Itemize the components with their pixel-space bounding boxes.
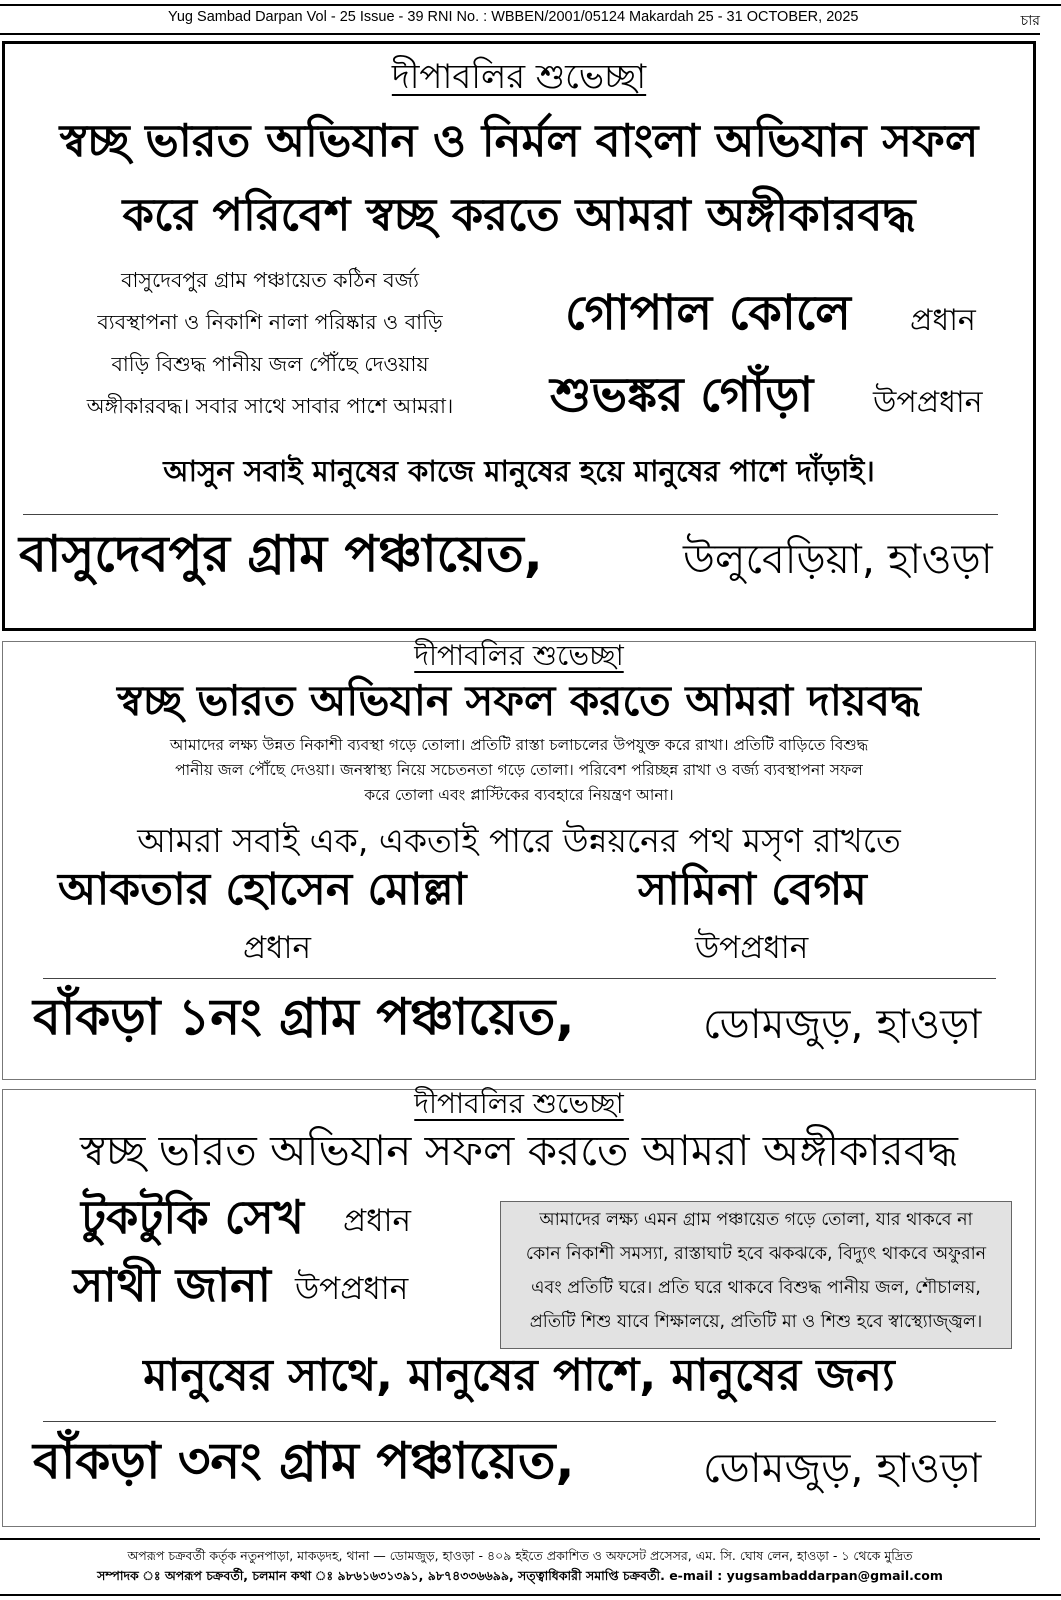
- ad2-body-line: আমাদের লক্ষ্য উন্নত নিকাশী ব্যবস্থা গড়ে তোলা। প্রতিটি রাস্তা চলাচলের উপযুক্ত করে রাখা। প্রতিটি বাড়িতে বিশুদ্ধ: [169, 736, 869, 754]
- ad1-slogan: আসুন সবাই মানুষের কাজে মানুষের হয়ে মানুষের পাশে দাঁড়াই।: [163, 454, 875, 488]
- ad3-panchayat-name: বাঁকড়া ৩নং গ্রাম পঞ্চায়েত,: [33, 1432, 575, 1490]
- ad1-headline-1: স্বচ্ছ ভারত অভিযান ও নির্মল বাংলা অভিযান সফল: [59, 114, 979, 167]
- ad1-panchayat-name: বাসুদেবপুর গ্রাম পঞ্চায়েত,: [19, 525, 543, 583]
- ad1-divider: [23, 514, 998, 515]
- ad2-pradhan-name: আকতার হোসেন মোল্লা: [58, 864, 467, 915]
- top-rule: [0, 4, 1061, 6]
- masthead-meta: Yug Sambad Darpan Vol - 25 Issue - 39 RNI No. : WBBEN/2001/05124 Makardah 25 - 31 OCTOBER, 2025: [168, 9, 859, 25]
- ad3-headline: স্বচ্ছ ভারত অভিযান সফল করতে আমরা অঙ্গীকারবদ্ধ: [80, 1126, 958, 1175]
- ad1-headline-2: করে পরিবেশ স্বচ্ছ করতে আমরা অঙ্গীকারবদ্ধ: [122, 188, 916, 241]
- ad3-box-line: এবং প্রতিটি ঘরে। প্রতি ঘরে থাকবে বিশুদ্ধ পানীয় জল, শৌচালয়,: [531, 1278, 981, 1298]
- ad-bankra-1: [2, 641, 1036, 1080]
- ad3-box-line: আমাদের লক্ষ্য এমন গ্রাম পঞ্চায়েত গড়ে তোলা, যার থাকবে না: [539, 1210, 973, 1230]
- ad1-upapradhan-title: উপপ্রধান: [873, 385, 983, 420]
- ad3-box-line: কোন নিকাশী সমস্যা, রাস্তাঘাট হবে ঝকঝকে, বিদ্যুৎ থাকবে অফুরান: [525, 1244, 987, 1264]
- ad3-pradhan-title: প্রধান: [343, 1203, 412, 1239]
- ad2-body-line: পানীয় জল পৌঁছে দেওয়া। জনস্বাস্থ্য নিয়ে সচেতনতা গড়ে তোলা। পরিবেশ পরিচ্ছন্ন রাখা ও বর্জ্য ব্যবস্থাপনা সফল: [175, 761, 863, 779]
- ad2-upapradhan-title: উপপ্রধান: [695, 930, 809, 966]
- ad3-upapradhan-title: উপপ্রধান: [295, 1271, 409, 1307]
- ad3-pradhan-name: টুকটুকি সেখ: [81, 1190, 304, 1244]
- masthead-rule: [0, 33, 1040, 35]
- page-label: চার: [1020, 13, 1040, 29]
- ad2-slogan: আমরা সবাই এক, একতাই পারে উন্নয়নের পথ মসৃণ রাখতে: [137, 821, 901, 860]
- ad2-panchayat-name: বাঁকড়া ১নং গ্রাম পঞ্চায়েত,: [33, 988, 575, 1046]
- masthead: [0, 8, 1040, 32]
- ad3-box-line: প্রতিটি শিশু যাবে শিক্ষালয়ে, প্রতিটি মা ও শিশু হবে স্বাস্থ্যোজ্জ্বল।: [529, 1312, 983, 1332]
- ad3-upapradhan-name: সাথী জানা: [73, 1258, 271, 1312]
- ad2-headline: স্বচ্ছ ভারত অভিযান সফল করতে আমরা দায়বদ্ধ: [117, 676, 921, 725]
- footer-rule: [0, 1538, 1040, 1540]
- ad1-upapradhan-name: শুভঙ্কর গোঁড়া: [550, 367, 814, 423]
- ad1-body-line: অঙ্গীকারবদ্ধ। সবার সাথে সাবার পাশে আমরা।: [86, 394, 454, 418]
- ad1-greeting: দীপাবলির শুভেচ্ছা: [391, 57, 647, 97]
- ad2-greeting: দীপাবলির শুভেচ্ছা: [414, 639, 624, 672]
- ad1-body-line: বাড়ি বিশুদ্ধ পানীয় জল পৌঁছে দেওয়ায়: [111, 352, 429, 376]
- ad1-pradhan-title: প্রধান: [910, 303, 976, 338]
- ad3-slogan: মানুষের সাথে, মানুষের পাশে, মানুষের জন্য: [143, 1350, 895, 1401]
- ad2-divider: [43, 978, 996, 979]
- ad2-pradhan-title: প্রধান: [243, 930, 312, 966]
- ad3-location: ডোমজুড়, হাওড়া: [703, 1444, 982, 1492]
- ad1-body-line: ব্যবস্থাপনা ও নিকাশি নালা পরিষ্কার ও বাড়ি: [97, 310, 443, 334]
- ad3-greeting: দীপাবলির শুভেচ্ছা: [414, 1087, 624, 1120]
- ad3-goal-box: [500, 1201, 1012, 1349]
- ad1-location: উলুবেড়িয়া, হাওড়া: [683, 535, 993, 583]
- ad2-body-line: করে তোলা এবং প্লাস্টিকের ব্যবহারে নিয়ন্ত্রণ আনা।: [364, 786, 674, 804]
- ad-basudebpur: [2, 41, 1036, 631]
- ad3-divider: [43, 1421, 996, 1422]
- ad1-body-line: বাসুদেবপুর গ্রাম পঞ্চায়েত কঠিন বর্জ্য: [121, 268, 419, 292]
- ad2-upapradhan-name: সামিনা বেগম: [638, 864, 867, 915]
- imprint-line-1: অপরূপ চক্রবর্তী কর্তৃক নতুনপাড়া, মাকড়দহ, থানা — ডোমজুড়, হাওড়া - ৪০৯ হইতে প্রকাশিত ও অফসেট প্রসেসর, এম. সি. ঘোষ লেন, হাওড়া - ১ থেকে মুদ্রিত: [127, 1548, 913, 1563]
- bottom-rule: [0, 1594, 1061, 1596]
- ad2-location: ডোমজুড়, হাওড়া: [703, 1000, 982, 1048]
- ad-bankra-3: [2, 1089, 1036, 1527]
- imprint-line-2: সম্পাদক ঃ অপরূপ চক্রবর্তী, চলমান কথা ঃ ৯৮৬১৬৩১৩৯১, ৯৮৭৪৩৩৬৬৯৯, সত্ত্বাধিকারী সমাপ্তি চক্রবর্তী. e-mail : yugsambaddarpan@gmail.com: [97, 1568, 943, 1583]
- ad1-pradhan-name: গোপাল কোলে: [565, 285, 851, 341]
